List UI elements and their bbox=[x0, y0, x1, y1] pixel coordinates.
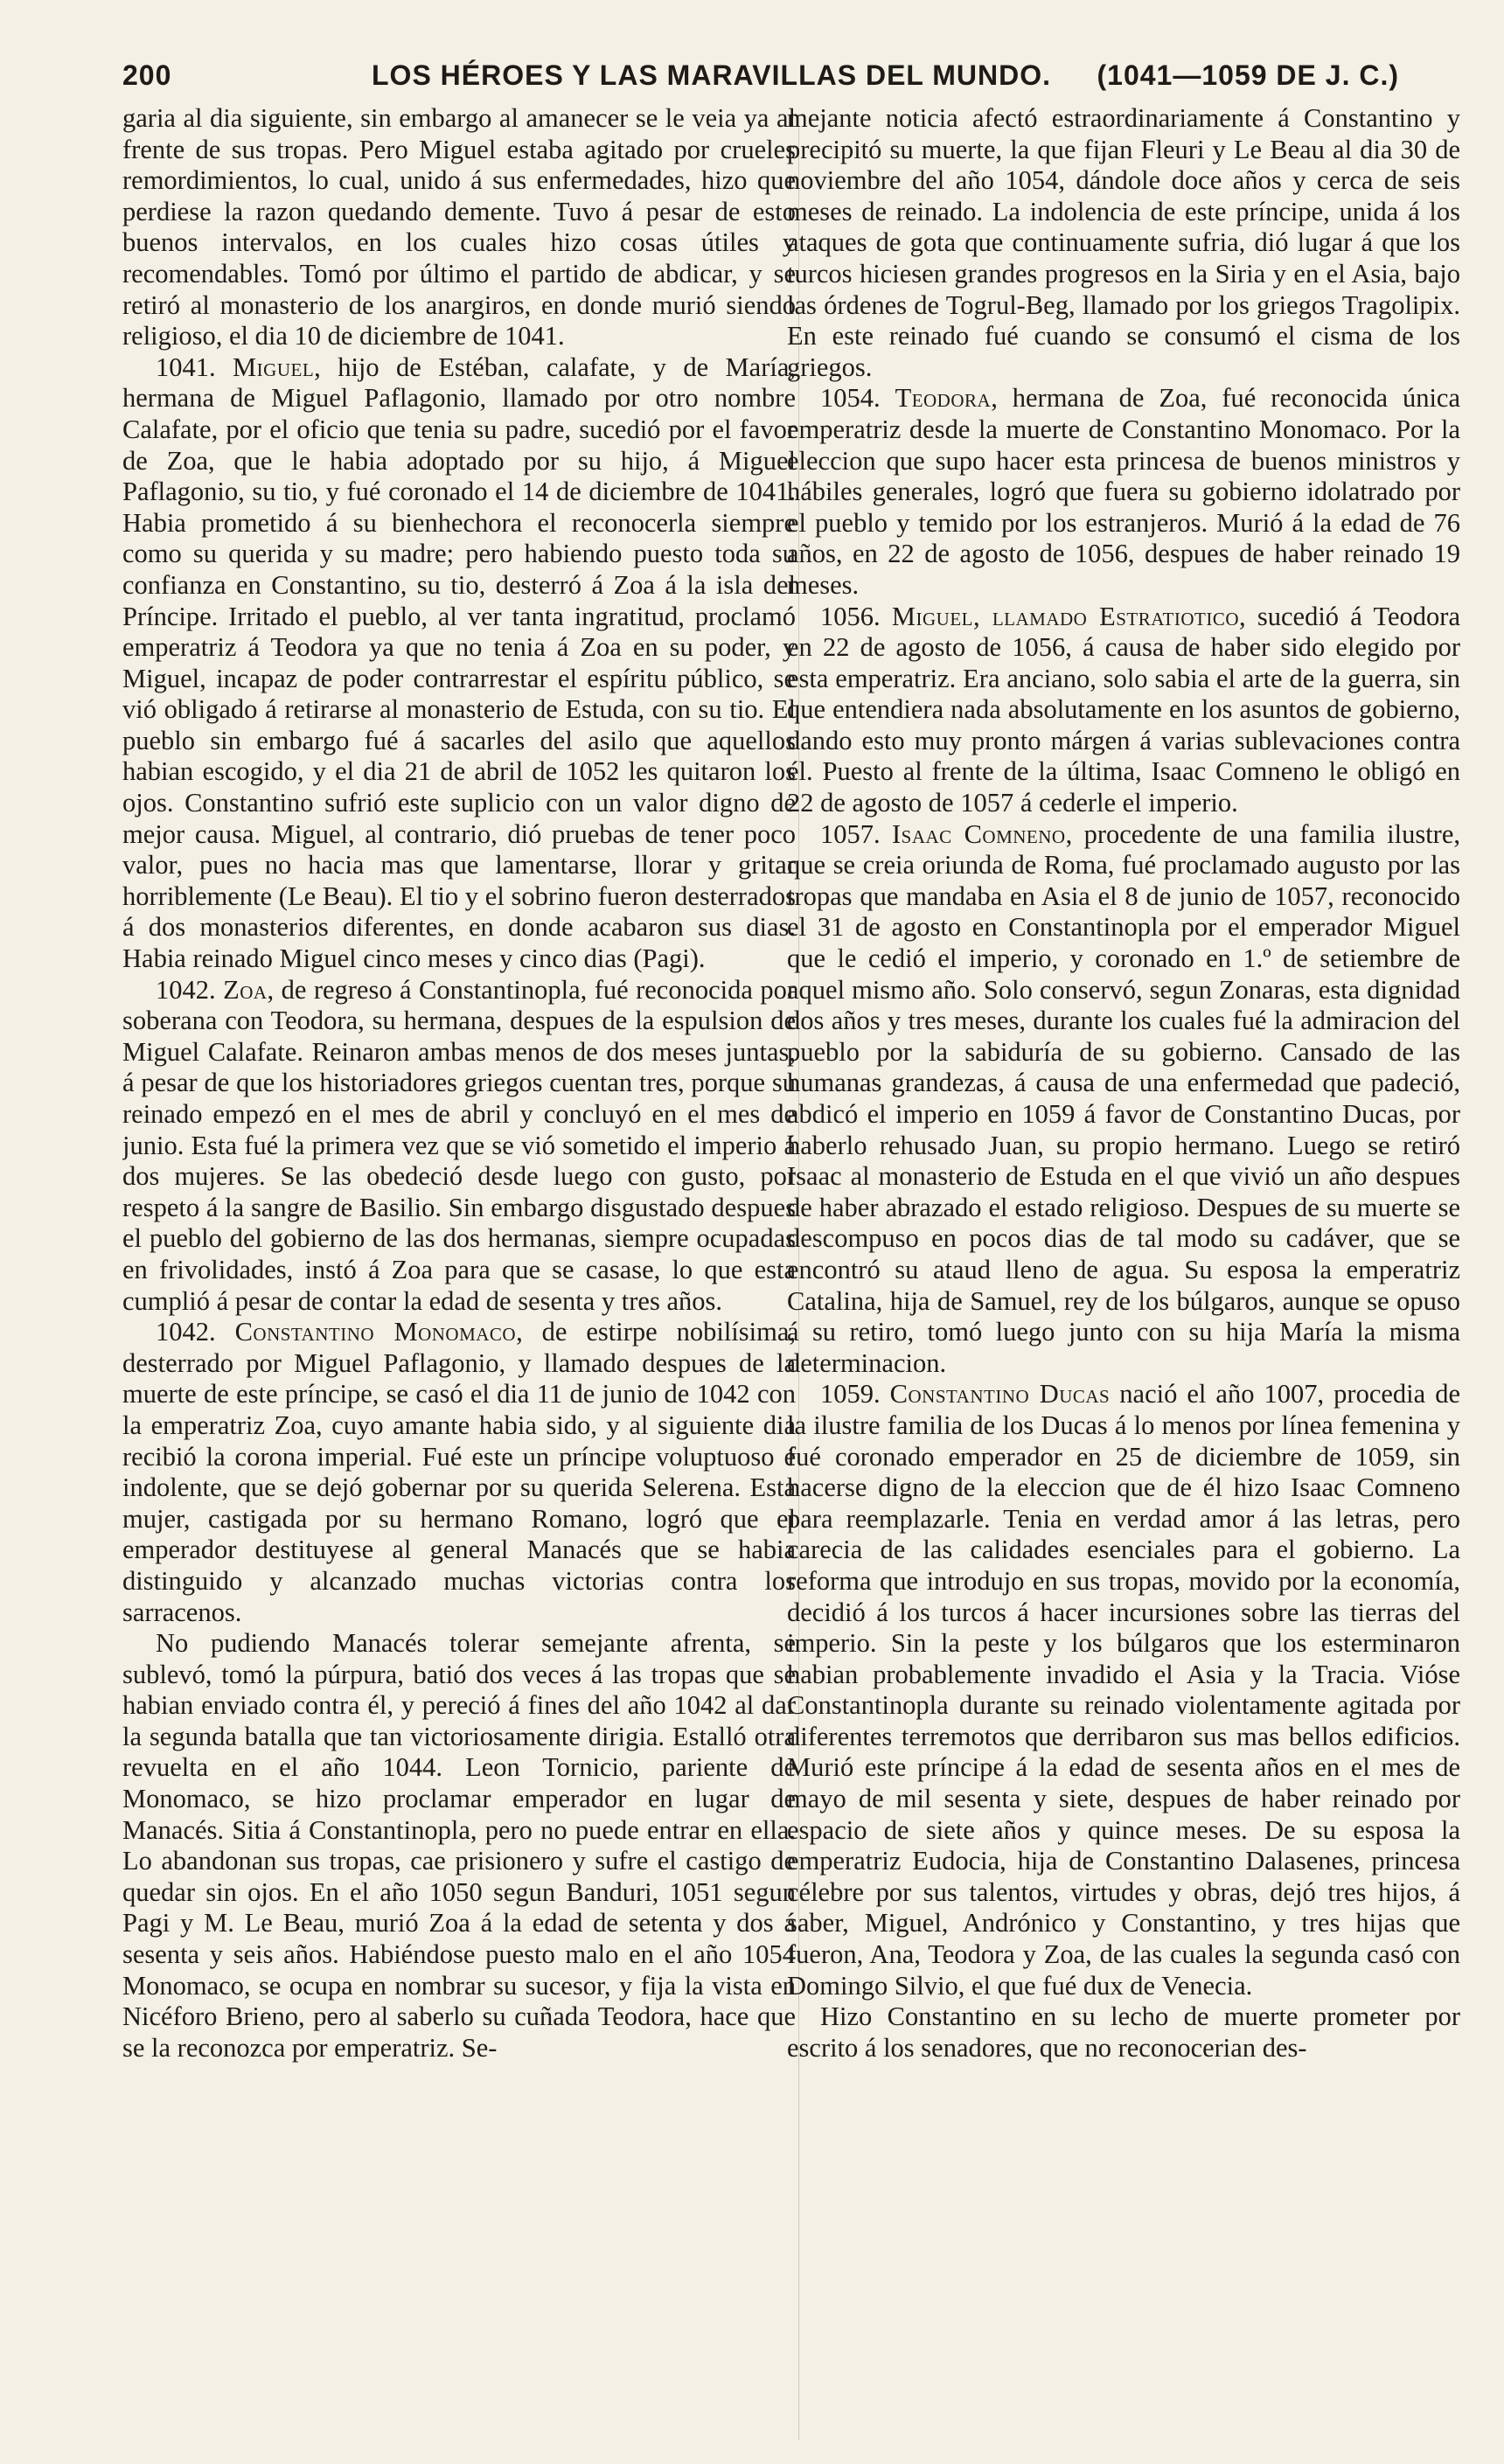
entry-number: 1041. bbox=[156, 352, 216, 382]
entry-number: 1042. bbox=[156, 974, 216, 1005]
entry-name: Miguel bbox=[233, 352, 315, 382]
paragraph: 1042. Constantino Monomaco, de estirpe nobilísima, desterrado por Miguel Paflagonio, y llamado despues de la muerte de este príncipe, se casó el dia 11 de junio de 1042 con la emperatriz Zoa, cuyo amante habia sido, y al siguiente dia recibió la corona imperial. Fué este un príncipe voluptuoso é indolente, que se dejó gobernar por su querida Selerena. Esta mujer, castigada por su hermano Romano, logró que el emperador destituyese al general Manacés que se habia distinguido y alcanzado muchas victorias contra los sarracenos. bbox=[122, 1317, 796, 1627]
entry-number: 1057. bbox=[820, 818, 881, 849]
entry-number: 1054. bbox=[820, 383, 881, 414]
paragraph: 1059. Constantino Ducas nació el año 1007, procedia de la ilustre familia de los Ducas á lo menos por línea femenina y fué coronado emperador en 25 de diciembre de 1059, sin hacerse digno de la eleccion que de él hizo Isaac Comneno para reemplazarle. Tenia en verdad amor á las letras, pero carecia de las calidades esenciales para el gobierno. La reforma que introdujo en sus tropas, movido por la economía, decidió á los turcos á hacer incursiones sobre las tierras del imperio. Sin la peste y los búlgaros que los esterminaron habian probablemente invadido el Asia y la Tracia. Vióse Constantinopla durante su reinado violentamente agitada por diferentes terremotos que derribaron sus mas bellos edificios. Murió este príncipe á la edad de sesenta años en el mes de mayo de mil sesenta y siete, despues de haber reinado por espacio de siete años y quince meses. De su esposa la emperatriz Eudocia, hija de Constantino Dalasenes, princesa célebre por sus talentos, virtudes y obras, dejó tres hijos, á saber, Miguel, Andrónico y Constantino, y tres hijas que fueron, Ana, Teodora y Zoa, de las cuales la segunda casó con Domingo Silvio, el que fué dux de Venecia. bbox=[787, 1379, 1460, 2001]
paragraph: garia al dia siguiente, sin embargo al amanecer se le veia ya al frente de sus tropas. Pero Miguel estaba agitado por crueles remordimientos, lo cual, unido á sus enfermedades, hizo que perdiese la razon quedando demente. Tuvo á pesar de esto buenos intervalos, en los cuales hizo cosas útiles y recomendables. Tomó por último el partido de abdicar, y se retiró al monasterio de los anargiros, en donde murió siendo religioso, el dia 10 de diciembre de 1041. bbox=[122, 103, 796, 352]
page-header bbox=[122, 35, 1399, 91]
entry-number: 1042. bbox=[156, 1317, 216, 1347]
entry-name: Constantino Monomaco bbox=[234, 1317, 517, 1347]
date-range: (1041—1059 DE J. C.) bbox=[1097, 59, 1399, 91]
right-column bbox=[787, 103, 1460, 2447]
paragraph: 1054. Teodora, hermana de Zoa, fué reconocida única emperatriz desde la muerte de Constantino Monomaco. Por la eleccion que supo hacer esta princesa de buenos ministros y hábiles generales, logró que fuera su gobierno idolatrado por el pueblo y temido por los estranjeros. Murió á la edad de 76 años, en 22 de agosto de 1056, despues de haber reinado 19 meses. bbox=[787, 383, 1460, 600]
paragraph: Hizo Constantino en su lecho de muerte prometer por escrito á los senadores, que no reconocerian des- bbox=[787, 2001, 1460, 2063]
paragraph: mejante noticia afectó estraordinariamente á Constantino y precipitó su muerte, la que fijan Fleuri y Le Beau al dia 30 de noviembre del año 1054, dándole doce años y cerca de seis meses de reinado. La indolencia de este príncipe, unida á los ataques de gota que continuamente sufria, dió lugar á que los turcos hiciesen grandes progresos en la Siria y en el Asia, bajo las órdenes de Togrul-Beg, llamado por los griegos Tragolipix. En este reinado fué cuando se consumó el cisma de los griegos. bbox=[787, 103, 1460, 382]
paragraph: 1042. Zoa, de regreso á Constantinopla, fué reconocida por soberana con Teodora, su hermana, despues de la espulsion de Miguel Calafate. Reinaron ambas menos de dos meses juntas, á pesar de que los historiadores griegos cuentan tres, porque su reinado empezó en el mes de abril y concluyó en el mes de junio. Esta fué la primera vez que se vió sometido el imperio á dos mujeres. Se las obedeció desde luego con gusto, por respeto á la sangre de Basilio. Sin embargo disgustado despues el pueblo del gobierno de las dos hermanas, siempre ocupadas en frivolidades, instó á Zoa para que se casase, lo que esta cumplió á pesar de contar la edad de sesenta y tres años. bbox=[122, 974, 796, 1316]
entry-name: Teodora bbox=[895, 383, 992, 414]
entry-name: Miguel, llamado Estratiotico bbox=[891, 601, 1240, 631]
entry-name: Zoa bbox=[223, 974, 268, 1005]
running-title: LOS HÉROES Y LAS MARAVILLAS DEL MUNDO. bbox=[372, 59, 1052, 91]
entry-name: Constantino Ducas bbox=[889, 1379, 1111, 1409]
entry-name: Isaac Comneno bbox=[892, 818, 1066, 849]
page-number: 200 bbox=[122, 59, 172, 91]
entry-number: 1059. bbox=[820, 1379, 881, 1409]
left-column bbox=[122, 103, 796, 2447]
paragraph: 1057. Isaac Comneno, procedente de una familia ilustre, que se creia oriunda de Roma, fué proclamado augusto por las tropas que mandaba en Asia el 8 de junio de 1057, reconocido el 31 de agosto en Constantinopla por el emperador Miguel que le cedió el imperio, y coronado en 1.º de setiembre de aquel mismo año. Solo conservó, segun Zonaras, esta dignidad dos años y tres meses, durante los cuales fué la admiracion del pueblo por la sabiduría de su gobierno. Cansado de las humanas grandezas, á causa de una enfermedad que padeció, abdicó el imperio en 1059 á favor de Constantino Ducas, por haberlo rehusado Juan, su propio hermano. Luego se retiró Isaac al monasterio de Estuda en el que vivió un año despues de haber abrazado el estado religioso. Despues de su muerte se descompuso en pocos dias de tal modo su cadáver, que se encontró su ataud lleno de agua. Su esposa la emperatriz Catalina, hija de Samuel, rey de los búlgaros, aunque se opuso á su retiro, tomó luego junto con su hija María la misma determinacion. bbox=[787, 818, 1460, 1378]
paragraph: 1056. Miguel, llamado Estratiotico, sucedió á Teodora en 22 de agosto de 1056, á causa de haber sido elegido por esta emperatriz. Era anciano, solo sabia el arte de la guerra, sin que entendiera nada absolutamente en los asuntos de gobierno, dando esto muy pronto márgen á varias sublevaciones contra él. Puesto al frente de la última, Isaac Comneno le obligó en 22 de agosto de 1057 á cederle el imperio. bbox=[787, 601, 1460, 818]
paragraph: No pudiendo Manacés tolerar semejante afrenta, se sublevó, tomó la púrpura, batió dos veces á las tropas que se habian enviado contra él, y pereció á fines del año 1042 al dar la segunda batalla que tan victoriosamente dirigia. Estalló otra revuelta en el año 1044. Leon Tornicio, pariente de Monomaco, se hizo proclamar emperador en lugar de Manacés. Sitia á Constantinopla, pero no puede entrar en ella. Lo abandonan sus tropas, cae prisionero y sufre el castigo de quedar sin ojos. En el año 1050 segun Banduri, 1051 segun Pagi y M. Le Beau, murió Zoa á la edad de setenta y dos á sesenta y seis años. Habiéndose puesto malo en el año 1054 Monomaco, se ocupa en nombrar su sucesor, y fija la vista en Nicéforo Brieno, pero al saberlo su cuñada Teodora, hace que se la reconozca por emperatriz. Se- bbox=[122, 1628, 796, 2063]
entry-number: 1056. bbox=[820, 601, 881, 631]
paragraph: 1041. Miguel, hijo de Estéban, calafate, y de María, hermana de Miguel Paflagonio, llamado por otro nombre Calafate, por el oficio que tenia su padre, sucedió por el favor de Zoa, que le habia adoptado por su hijo, á Miguel Paflagonio, su tio, y fué coronado el 14 de diciembre de 1041. Habia prometido á su bienhechora el reconocerla siempre como su querida y su madre; pero habiendo puesto toda su confianza en Constantino, su tio, desterró á Zoa á la isla del Príncipe. Irritado el pueblo, al ver tanta ingratitud, proclamó emperatriz á Teodora ya que no tenia á Zoa en su poder, y Miguel, incapaz de poder contrarrestar el espíritu público, se vió obligado á retirarse al monasterio de Estuda, con su tio. El pueblo sin embargo fué á sacarles del asilo que aquellos habian escogido, y el dia 21 de abril de 1052 les quitaron los ojos. Constantino sufrió este suplicio con un valor digno de mejor causa. Miguel, al contrario, dió pruebas de tener poco valor, pues no hacia mas que lamentarse, llorar y gritar horriblemente (Le Beau). El tio y el sobrino fueron desterrados á dos monasterios diferentes, en donde acabaron sus dias. Habia reinado Miguel cinco meses y cinco dias (Pagi). bbox=[122, 352, 796, 974]
